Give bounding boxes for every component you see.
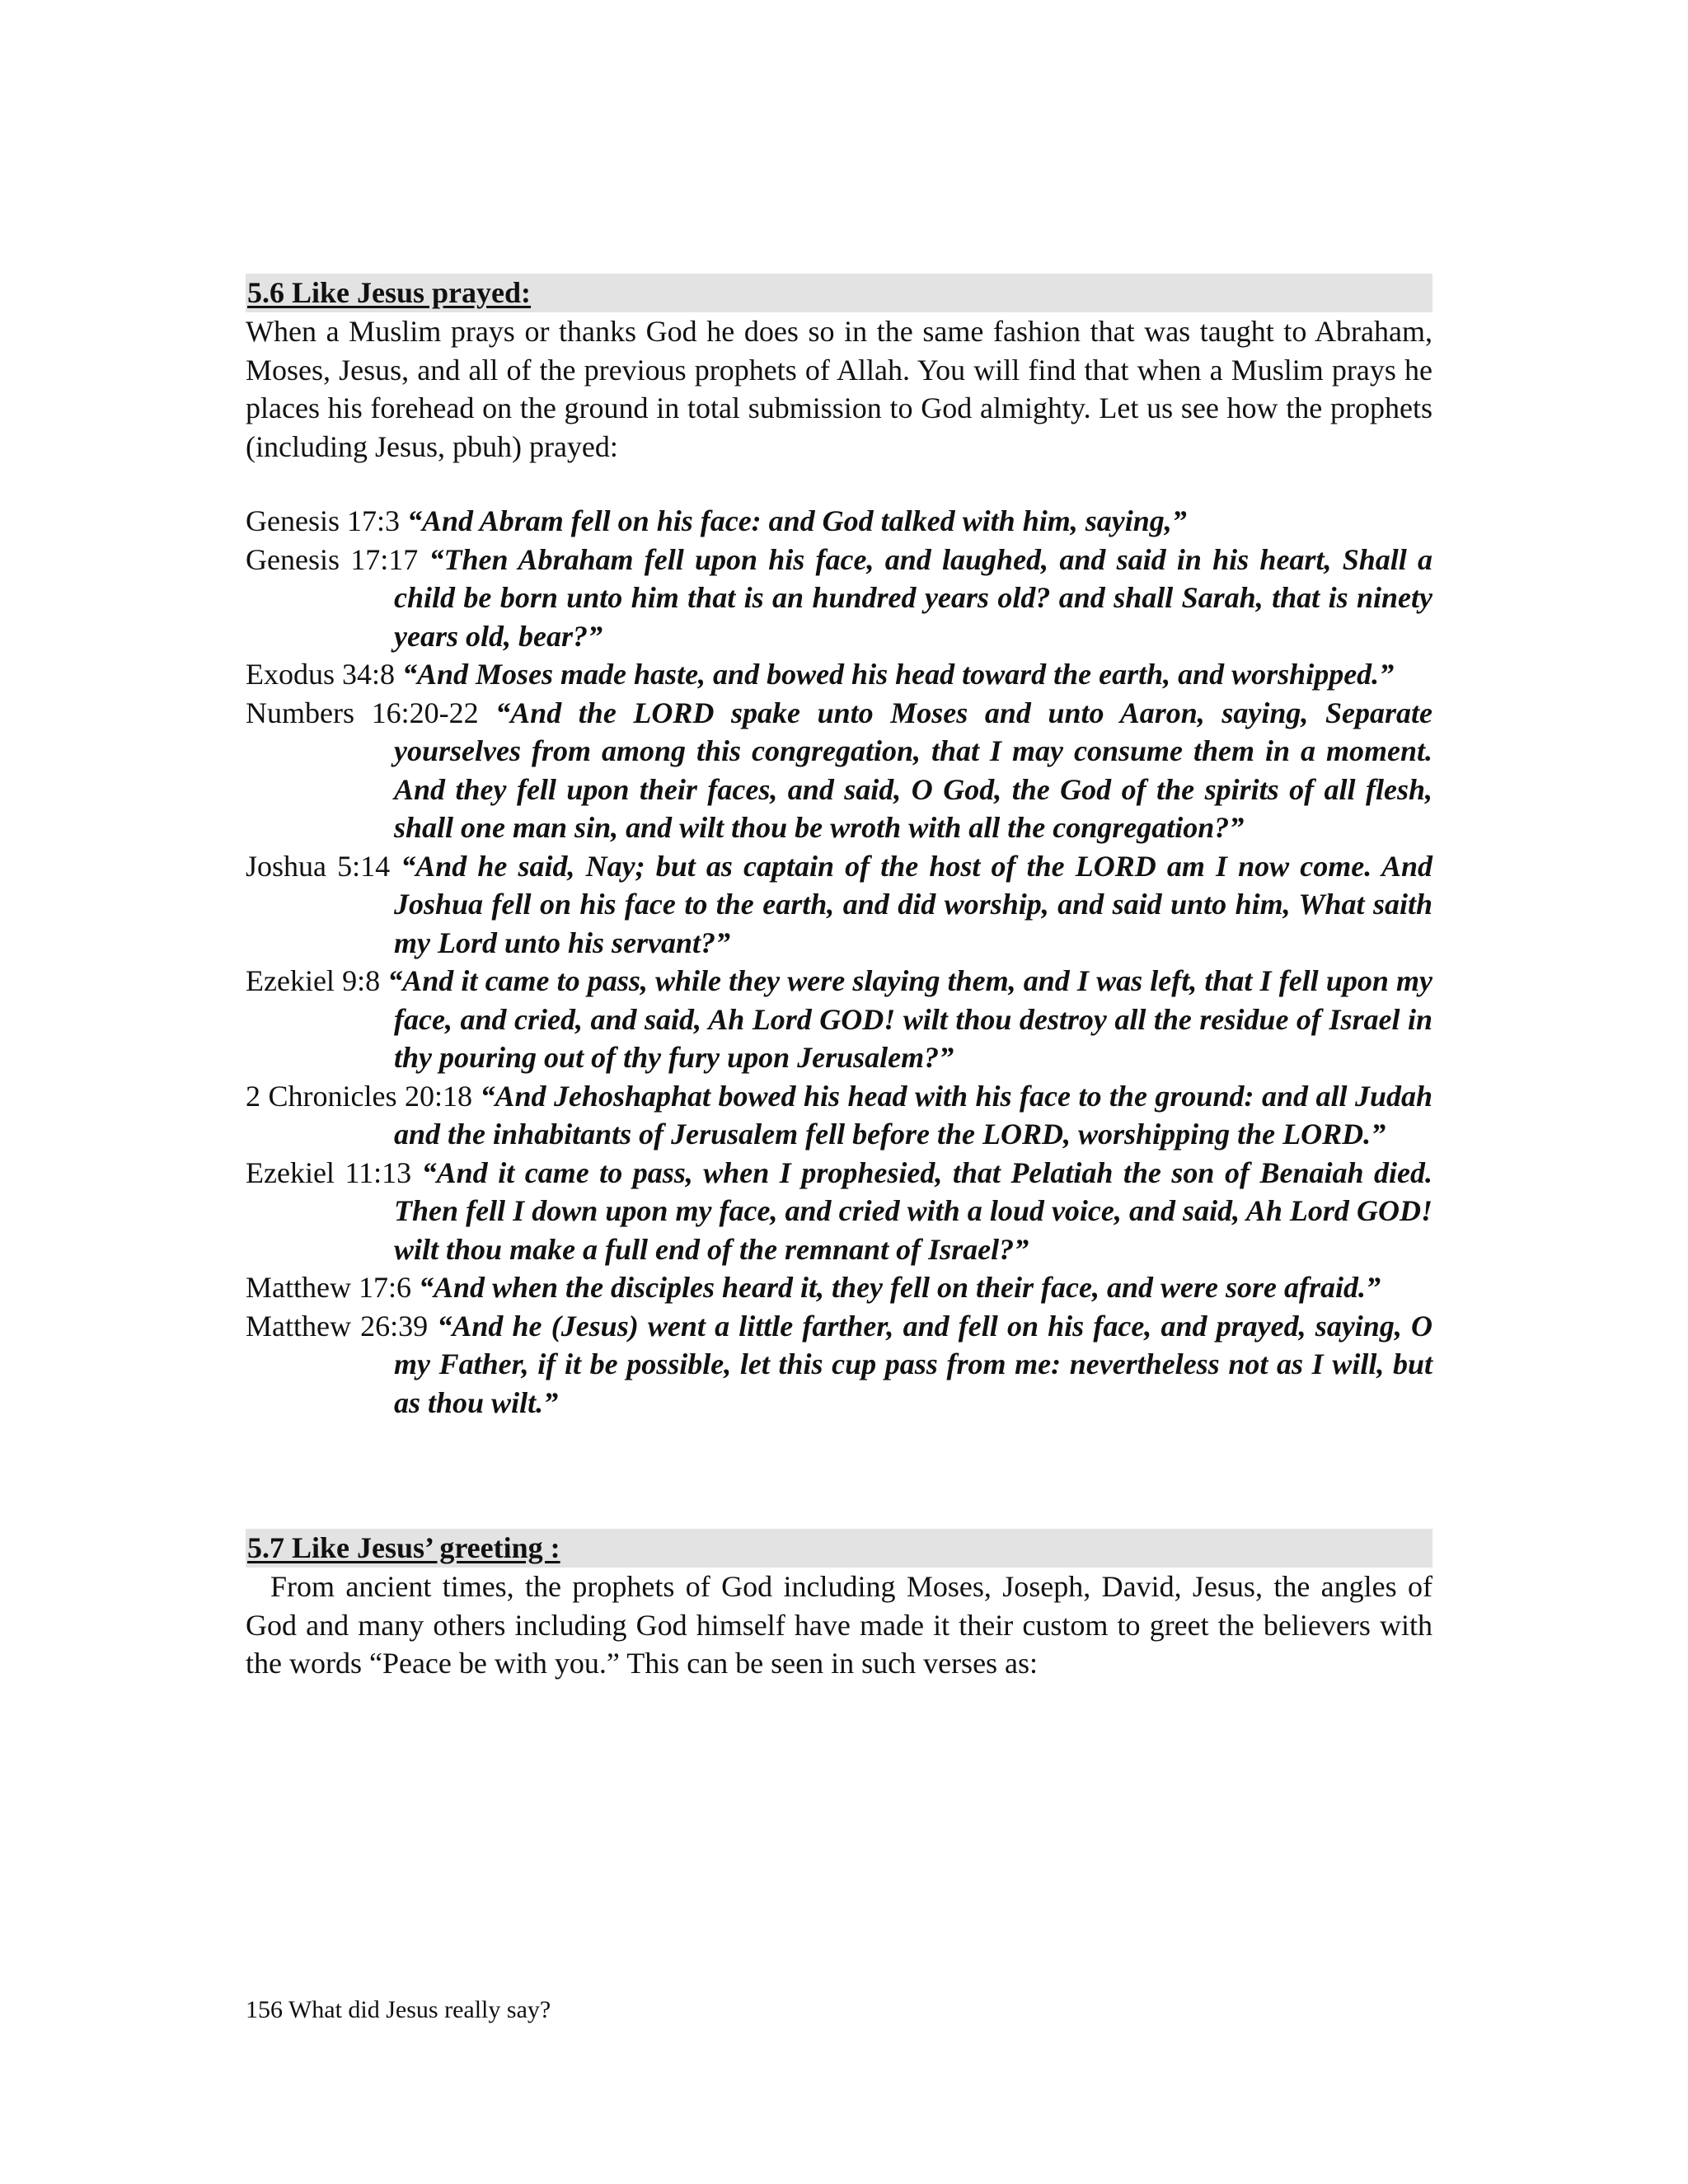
section-heading-5-6 xyxy=(246,274,1432,312)
section-5-7-intro: From ancient times, the prophets of God including Moses, Joseph, David, Jesus, the angles of God and many others including God himself have made it their custom to greet the believers with the words “Peace be with you.” This can be seen in such verses as: xyxy=(246,1570,1432,1680)
verse-item xyxy=(246,1268,1432,1307)
verse-reference: 2 Chronicles 20:18 xyxy=(246,1079,481,1113)
verse-item xyxy=(246,1077,1432,1154)
section-heading-5-7 xyxy=(246,1529,1432,1568)
page-footer: 156 What did Jesus really say? xyxy=(246,1996,551,2023)
verse-quote: “And he (Jesus) went a little farther, and fell on his face, and prayed, saying, O my Father, if it be possible, let this cup pass from me: nevertheless not as I will, but as thou wilt.” xyxy=(394,1309,1432,1419)
verse-item xyxy=(246,655,1432,694)
verse-reference: Ezekiel 9:8 xyxy=(246,964,388,997)
verse-item xyxy=(246,502,1432,541)
verse-reference: Numbers 16:20-22 xyxy=(246,696,496,729)
spacer xyxy=(246,466,1432,502)
verse-quote: “And Moses made haste, and bowed his head toward the earth, and worshipped.” xyxy=(402,658,1395,691)
verse-quote: “And Jehoshaphat bowed his head with his face to the ground: and all Judah and the inhabitants of Jerusalem fell before the LORD, worshipping the LORD.” xyxy=(394,1079,1432,1151)
verse-reference: Matthew 17:6 xyxy=(246,1271,419,1304)
verse-quote: “And he said, Nay; but as captain of the host of the LORD am I now come. And Joshua fell on his face to the earth, and did worship, and said unto him, What saith my Lord unto his servant?” xyxy=(394,849,1433,959)
verse-item xyxy=(246,962,1432,1077)
section-5-6-intro: When a Muslim prays or thanks God he does so in the same fashion that was taught to Abraham, Moses, Jesus, and all of the previous prophets of Allah. You will find that when a Muslim prays he places his forehead on the ground in total submission to God almighty. Let us see how the prophets (including Jesus, pbuh) prayed: xyxy=(246,315,1432,463)
verse-item xyxy=(246,694,1432,847)
page-content xyxy=(246,274,1432,1683)
spacer xyxy=(246,1422,1432,1529)
verse-item xyxy=(246,847,1432,963)
verse-reference: Joshua 5:14 xyxy=(246,849,401,883)
verse-quote: “And the LORD spake unto Moses and unto Aaron, saying, Separate yourselves from among this congregation, that I may consume them in a moment. And they fell upon their faces, and said, O God, the God of the spirits of all flesh, shall one man sin, and wilt thou be wroth with all the congregation?” xyxy=(394,696,1432,844)
verse-reference: Exodus 34:8 xyxy=(246,658,403,691)
verse-item xyxy=(246,1154,1432,1269)
verse-item xyxy=(246,1307,1432,1422)
verse-quote: “And it came to pass, when I prophesied, that Pelatiah the son of Benaiah died. Then fell I down upon my face, and cried with a loud voice, and said, Ah Lord GOD! wilt thou make a full end of the remnant of Israel?” xyxy=(394,1155,1432,1266)
verse-reference: Genesis 17:3 xyxy=(246,504,407,537)
verse-reference: Genesis 17:17 xyxy=(246,542,429,576)
verse-item xyxy=(246,541,1432,656)
verse-quote: “And when the disciples heard it, they fell on their face, and were sore afraid.” xyxy=(418,1271,1381,1304)
verse-quote: “And it came to pass, while they were slaying them, and I was left, that I fell upon my face, and cried, and said, Ah Lord GOD! wilt thou destroy all the residue of Israel in thy pouring out of thy fury upon Jerusalem?” xyxy=(387,964,1432,1074)
verse-reference: Matthew 26:39 xyxy=(246,1309,438,1343)
verse-list xyxy=(246,502,1432,1422)
section-heading-5-7-text: 5.7 Like Jesus’ greeting : xyxy=(247,1531,560,1564)
verse-quote: “And Abram fell on his face: and God talked with him, saying,” xyxy=(406,504,1187,537)
verse-reference: Ezekiel 11:13 xyxy=(246,1155,422,1189)
verse-quote: “Then Abraham fell upon his face, and laughed, and said in his heart, Shall a child be born unto him that is an hundred years old? and shall Sarah, that is ninety years old, bear?” xyxy=(394,542,1433,653)
section-heading-5-6-text: 5.6 Like Jesus prayed: xyxy=(247,276,532,309)
